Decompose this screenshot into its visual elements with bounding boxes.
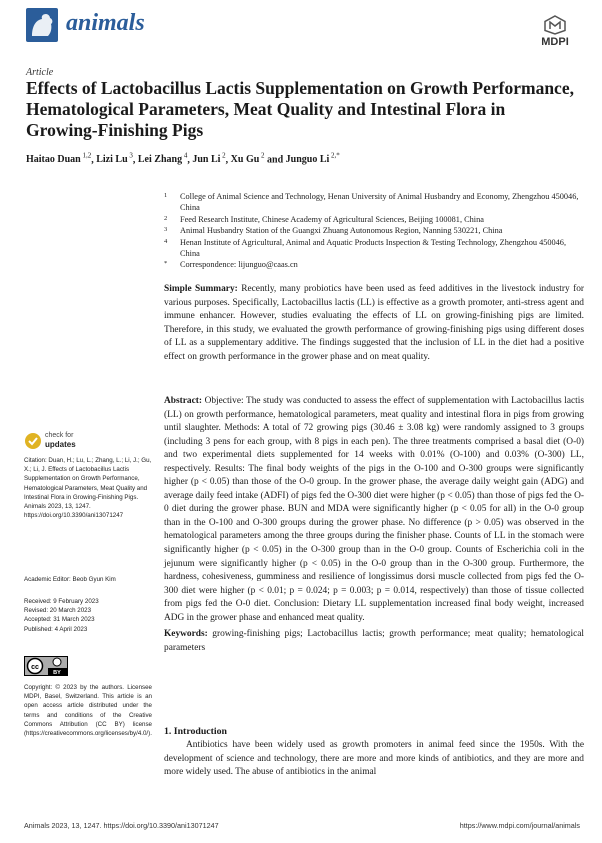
paper-title: Effects of Lactobacillus Lactis Supplementation on Growth Performance, Hematological Parameters, Meat Quality and Intestinal Flora in Growing-Finishing Pigs — [26, 78, 574, 140]
affiliation-number: 1 — [164, 192, 168, 199]
abstract — [164, 395, 584, 625]
cc-text: cc — [31, 663, 39, 671]
simple-summary — [164, 283, 584, 364]
author-name: Haitao Duan $^{1,2}$ — [26, 152, 92, 166]
footer-citation: Animals 2023, 13, 1247. https://doi.org/10.3390/ani13071247 — [24, 821, 219, 830]
affiliation-number: 4 — [164, 237, 168, 245]
check-for-updates-button[interactable] — [24, 430, 124, 454]
author-list: Haitao Duan $^{1,2}$, Lizi Lu $^3$, Lei Zhang $^4$, Jun Li $^2$, Xu Gu $^2$ and Junguo Li $^{2,*}$ — [26, 152, 340, 166]
journal-logo-icon — [26, 8, 58, 42]
keywords-label: Keywords: — [164, 629, 208, 639]
journal-name: animals — [66, 10, 145, 36]
author-name: Xu Gu $^2$ — [230, 152, 265, 166]
affiliation-text: Animal Husbandry Station of the Guangxi Zhuang Autonomous Region, Nanning 530221, China — [180, 226, 503, 236]
check-for-label: check for — [45, 432, 74, 439]
simple-summary-text: Recently, many probiotics have been used as feed additives in the livestock industry for various purposes. Specifically, Lactobacillus lactis (LL) is effective as a growth promoter, anti-stress agent and immune enhancer. However, studies evaluating the effects of LL on growing-finishing pigs are limited. Therefore, in this study, we evaluated the growth performance of growing-finishing pigs using different doses of LL as a supplementary additive. The findings suggested that the inclusion of LL in the diet had a positive effect on growth performance in the grower phase and on meat quality. — [164, 284, 585, 362]
author-name: Jun Li $^2$ — [192, 152, 226, 166]
affiliation-text: Henan Institute of Agricultural, Animal and Aquatic Products Inspection & Testing Technology, Zhengzhou 450046, China — [180, 237, 567, 259]
affiliation-number: * — [164, 260, 168, 268]
academic-editor: Academic Editor: Beob Gyun Kim — [24, 576, 116, 583]
copyright-notice: Copyright: © 2023 by the authors. Licensee MDPI, Basel, Switzerland. This article is an open access article distributed under the terms and conditions of the Creative Commons Attribution (CC BY) license (https://creativecommons.org/licenses/by/4.0/). — [24, 684, 152, 738]
author-affiliation-mark: 1,2 — [80, 152, 92, 160]
affiliation-number: 2 — [164, 214, 168, 222]
revised-date: Revised: 20 March 2023 — [24, 607, 92, 615]
affiliation-text: Correspondence: lijunguo@caas.cn — [180, 260, 298, 270]
publication-dates — [24, 597, 152, 634]
introduction-heading: 1. Introduction — [164, 726, 227, 737]
author-affiliation-mark: 3 — [127, 152, 133, 160]
author-affiliation-mark: 4 — [182, 152, 188, 160]
affiliation-item — [164, 191, 584, 214]
abstract-text: Objective: The study was conducted to assess the effect of supplementation with Lactobacillus lactis (LL) on growth performance, hematological parameters, meat quality and intestinal flora in pigs from growing until slaughter. Methods: A total of 72 growing pigs (30.46 ± 3.08 kg) were randomly assigned to 3 groups (including 3 pens for each group, with 8 pigs in each pen). The three treatments comprised a basal diet (O-0) and two experimental diets supplemented for 14 weeks with 0.01% (O-100) and 0.03% (O-300) LL, respectively. Results: The final body weights of the pigs in the O-100 and O-300 groups were significantly higher (p < 0.05) than those of the O-0 group. In the grower phase, the average daily weight gain (ADG) and average daily feed intake (ADFI) of pigs fed the O-300 diet were higher (p < 0.05) than those of pigs fed the O-0 diet during the grower phase. BUN and MDA were significantly higher (p < 0.05 for all) in the O-0 group than in the O-100 and O-300 groups during the grower phase. No difference (p > 0.05) was observed in the hematological parameters among the three groups during the finisher phase. Counts of LL in the stomach were significantly higher (p < 0.05) in the O-300 group than in the O-0 group. Counts of Escherichia coli in the jejunum were significantly higher (p < 0.05) in the O-0 group than in the O-300 group. Furthermore, the hardness, cohesiveness, gumminess and resilience of longissimus dorsi muscle collected from pigs fed the O-300 diet were higher (p < 0.01; p = 0.024; p = 0.003; p = 0.014, respectively) than those of tissue collected from pigs fed the O-0 diet. Conclusion: Dietary LL supplementation increased final body weight, increased ADG in the grower phase and enhanced meat quality. — [164, 396, 584, 623]
cc-by-license-icon[interactable] — [24, 656, 68, 676]
affiliation-item — [164, 225, 584, 236]
author-affiliation-mark: 2 — [220, 152, 226, 160]
received-date: Received: 9 February 2023 — [24, 598, 99, 605]
affiliation-text: Feed Research Institute, Chinese Academy of Agricultural Sciences, Beijing 100081, China — [180, 214, 484, 224]
simple-summary-label: Simple Summary: — [164, 284, 238, 294]
citation: Citation: Duan, H.; Lu, L.; Zhang, L.; Li, J.; Gu, X.; Li, J. Effects of Lactobacillus Lactis Supplementation on Growth Performance, Hematological Parameters, Meat Quality and Intestinal Flora in Growing-Finishing Pigs. Animals 2023, 13, 1247. https://doi.org/10.3390/ani13071247 — [24, 457, 152, 520]
keywords — [164, 628, 584, 655]
published-date: Published: 4 April 2023 — [24, 625, 88, 633]
author-affiliation-mark: 2,* — [329, 152, 340, 160]
abstract-label: Abstract: — [164, 396, 203, 406]
footer-journal-link[interactable]: https://www.mdpi.com/journal/animals — [459, 821, 580, 830]
author-name: Junguo Li $^{2,*}$ — [285, 152, 340, 166]
affiliation-item — [164, 259, 584, 270]
publisher-name: MDPI — [541, 36, 569, 48]
updates-label: updates — [45, 440, 76, 449]
mdpi-logo-icon — [544, 15, 566, 35]
publisher-logo — [532, 15, 578, 48]
affiliation-item — [164, 237, 584, 260]
by-text: BY — [53, 670, 61, 676]
page-footer — [24, 821, 580, 830]
affiliation-number: 3 — [164, 226, 168, 234]
check-updates-icon — [24, 432, 42, 450]
keywords-text: growing-finishing pigs; Lactobacillus lactis; growth performance; meat quality; hematological parameters — [164, 629, 584, 653]
author-name: Lizi Lu $^3$ — [96, 152, 133, 166]
author-affiliation-mark: 2 — [259, 152, 265, 160]
introduction-text: Antibiotics have been widely used as growth promoters in animal feed since the 1950s. With the development of science and technology, there are more and more kinds of antibiotics, and they are more and more widely used. The abuse of antibiotics in the animal — [164, 740, 584, 778]
affiliation-item — [164, 214, 584, 225]
article-type: Article — [26, 67, 54, 78]
affiliations — [164, 191, 584, 271]
accepted-date: Accepted: 31 March 2023 — [24, 616, 95, 624]
author-name: Lei Zhang $^4$ — [137, 152, 188, 166]
affiliation-text: College of Animal Science and Technology, Henan University of Animal Husbandry and Economy, Zhengzhou 450046, China — [180, 192, 579, 213]
